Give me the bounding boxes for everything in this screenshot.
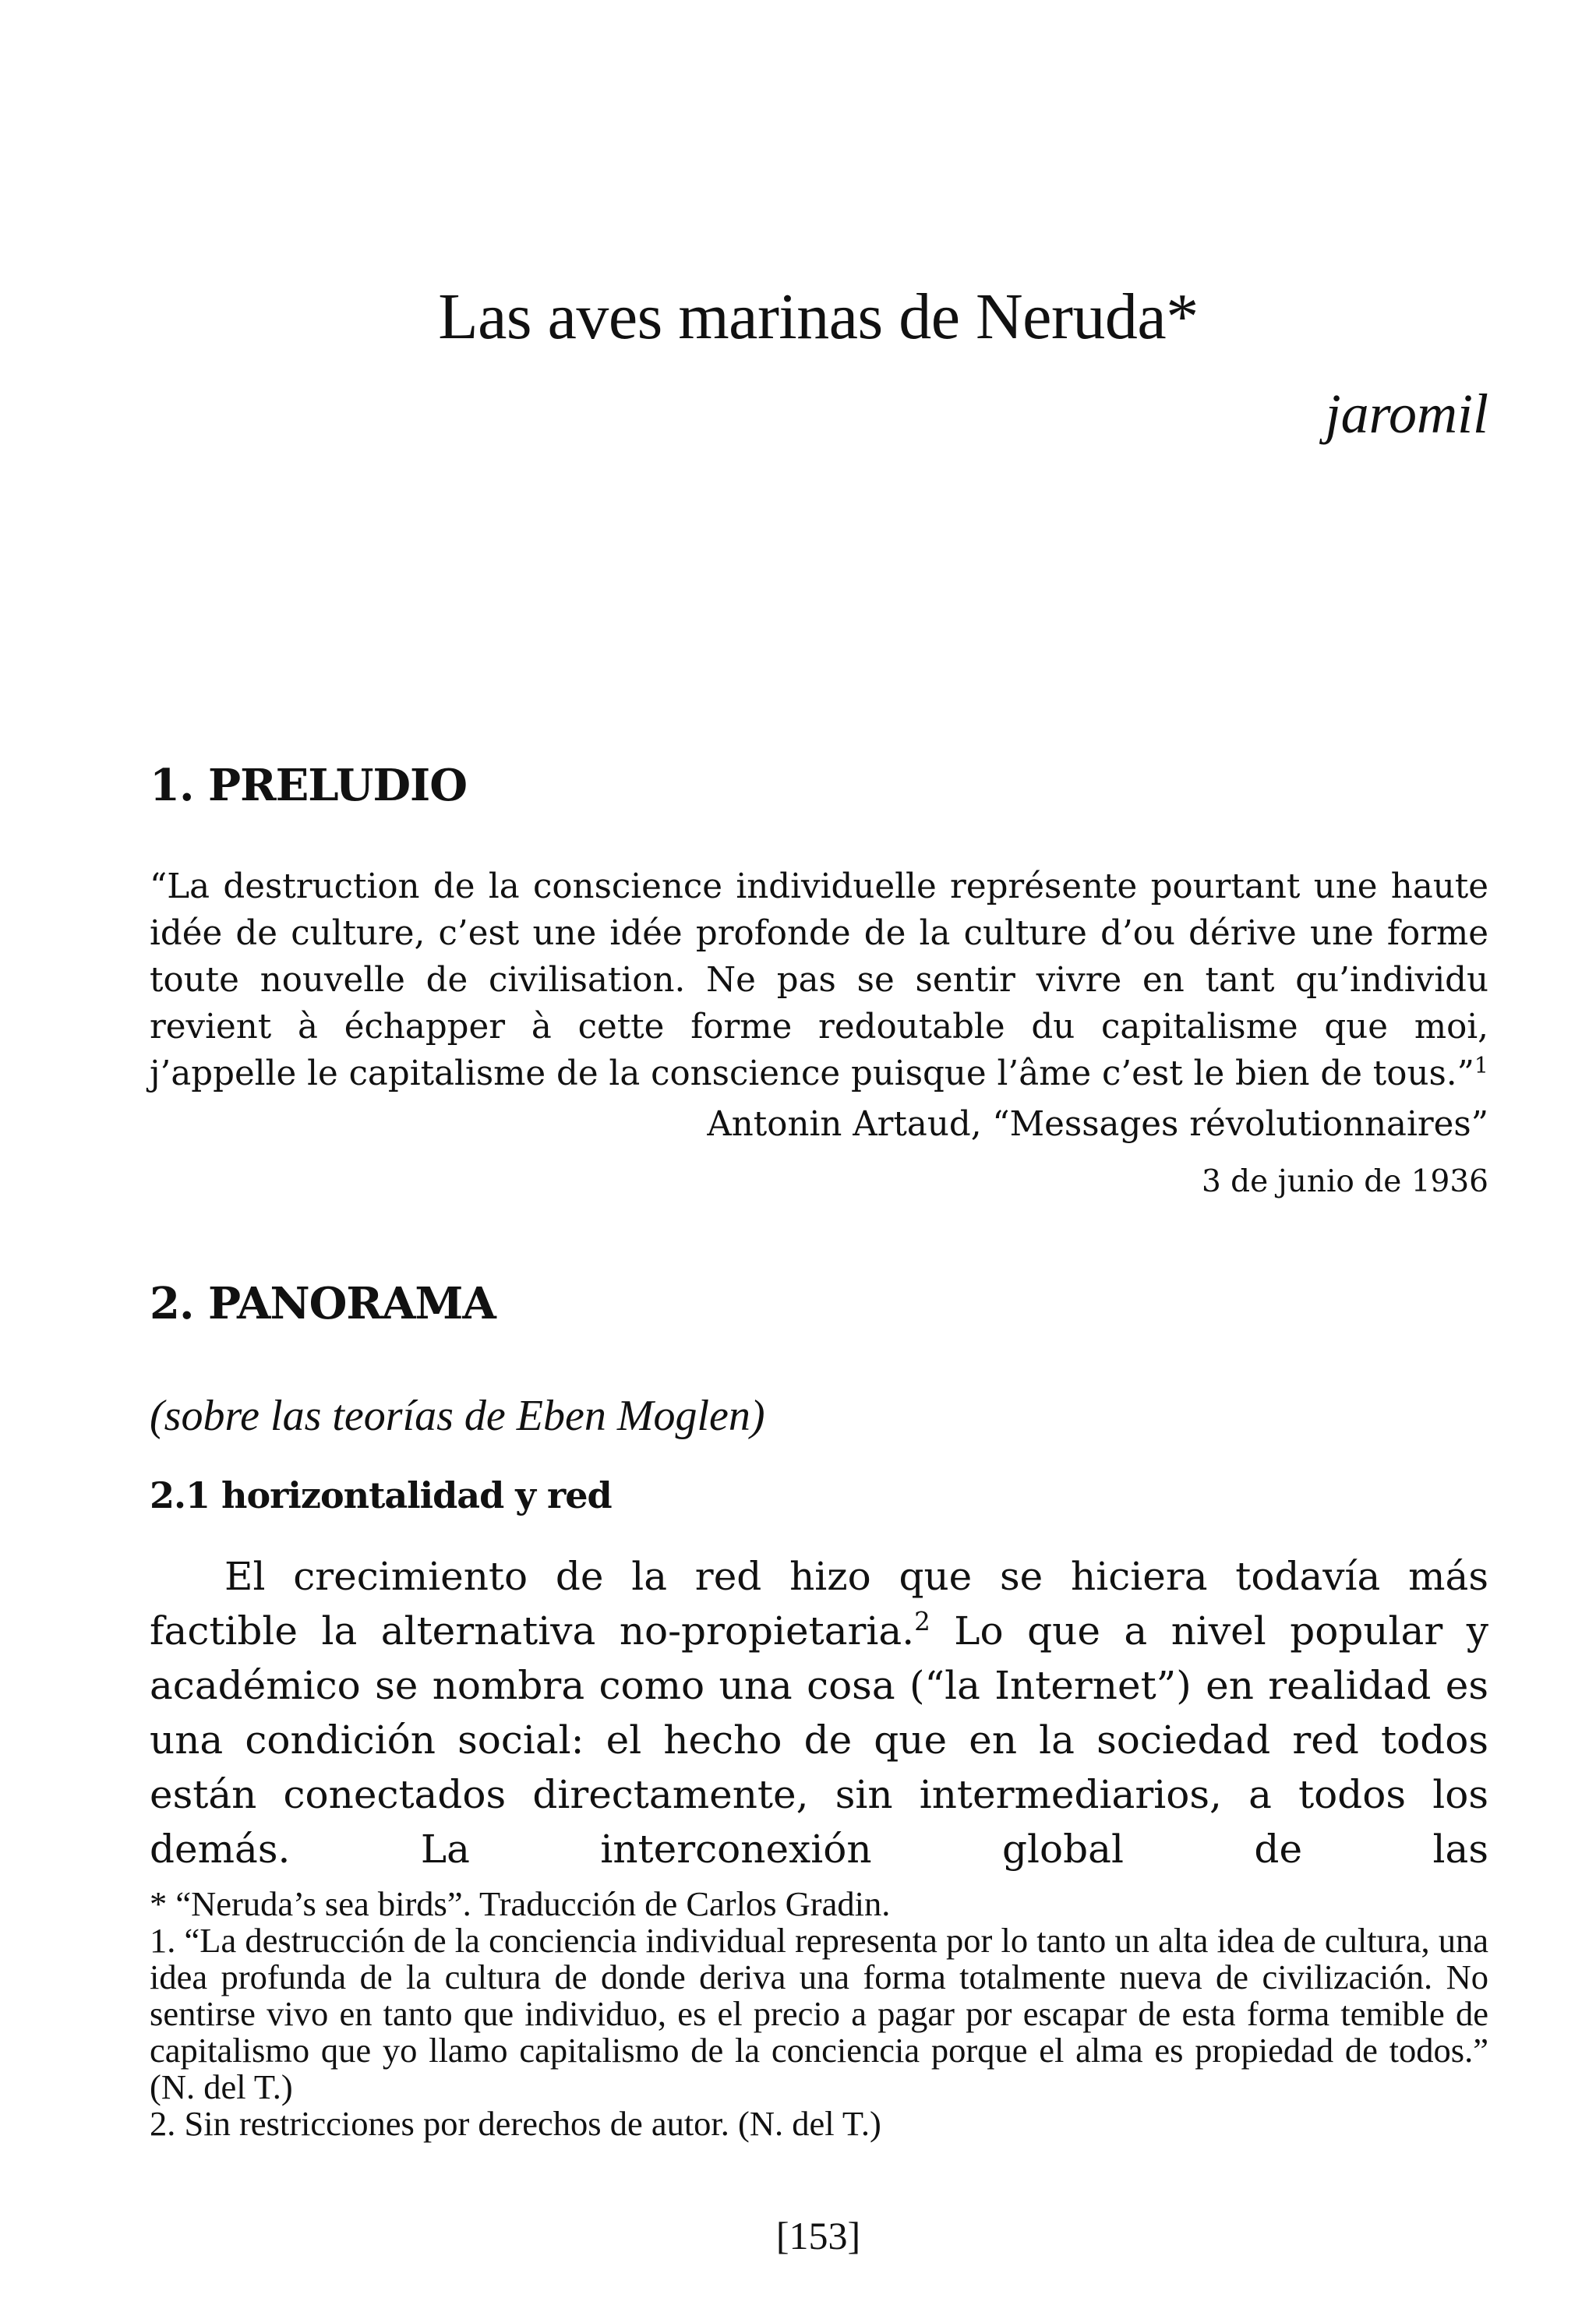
- section-heading-panorama: 2. PANORAMA: [150, 1278, 496, 1329]
- epigraph-attribution: Antonin Artaud, “Messages révolutionnaires”: [707, 1105, 1488, 1144]
- footnote-translation: * “Neruda’s sea birds”. Traducción de Carlos Gradin.: [150, 1884, 891, 1923]
- footnote-ref-2: 2: [914, 1607, 930, 1637]
- body-paragraph-part1: El crecimiento de la red hizo que se hiciera todavía más factible la alternativa no-propietaria.: [150, 1554, 1488, 1654]
- section-heading-preludio: 1. PRELUDIO: [150, 760, 467, 811]
- section-subtitle: (sobre las teorías de Eben Moglen): [150, 1392, 765, 1440]
- body-paragraph: [150, 1549, 1488, 1876]
- epigraph-quote: [150, 863, 1488, 1097]
- page-number: [153]: [775, 2214, 861, 2257]
- epigraph-date: 3 de junio de 1936: [1201, 1164, 1488, 1199]
- epigraph-quote-text: “La destruction de la conscience individuelle représente pourtant une haute idée de culture, c’est une idée profonde de la culture d’ou dérive une forme toute nouvelle de civilisation. Ne pas se sentir vivre en tant qu’individu revient à échapper à cette forme redoutable du capitalisme que moi, j’appelle le capitalisme de la conscience puisque l’âme c’est le bien de tous.”: [150, 867, 1488, 1093]
- subsection-heading: 2.1 horizontalidad y red: [150, 1474, 612, 1516]
- footnote-ref-1: 1: [1474, 1052, 1488, 1078]
- author-name: jaromil: [1325, 383, 1488, 445]
- page-title: Las aves marinas de Neruda*: [438, 281, 1199, 353]
- footnotes: [150, 1886, 1488, 2142]
- footnote-2: 2. Sin restricciones por derechos de autor. (N. del T.): [150, 2104, 881, 2143]
- footnote-1: 1. “La destrucción de la conciencia individual representa por lo tanto un alta idea de cultura, una idea profunda de la cultura de donde deriva una forma totalmente nueva de civilización. No sentirse vivo en tanto que individuo, es el precio a pagar por escapar de esta forma temible de capitalismo que yo llamo capitalismo de la conciencia porque el alma es propiedad de todos.” (N. del T.): [150, 1921, 1488, 2106]
- body-paragraph-part2: Lo que a nivel popular y académico se nombra como una cosa (“la Internet”) en realidad es una condición social: el hecho de que en la sociedad red todos están conectados directamente, sin intermediarios, a todos los demás. La interconexión global de las: [150, 1608, 1488, 1872]
